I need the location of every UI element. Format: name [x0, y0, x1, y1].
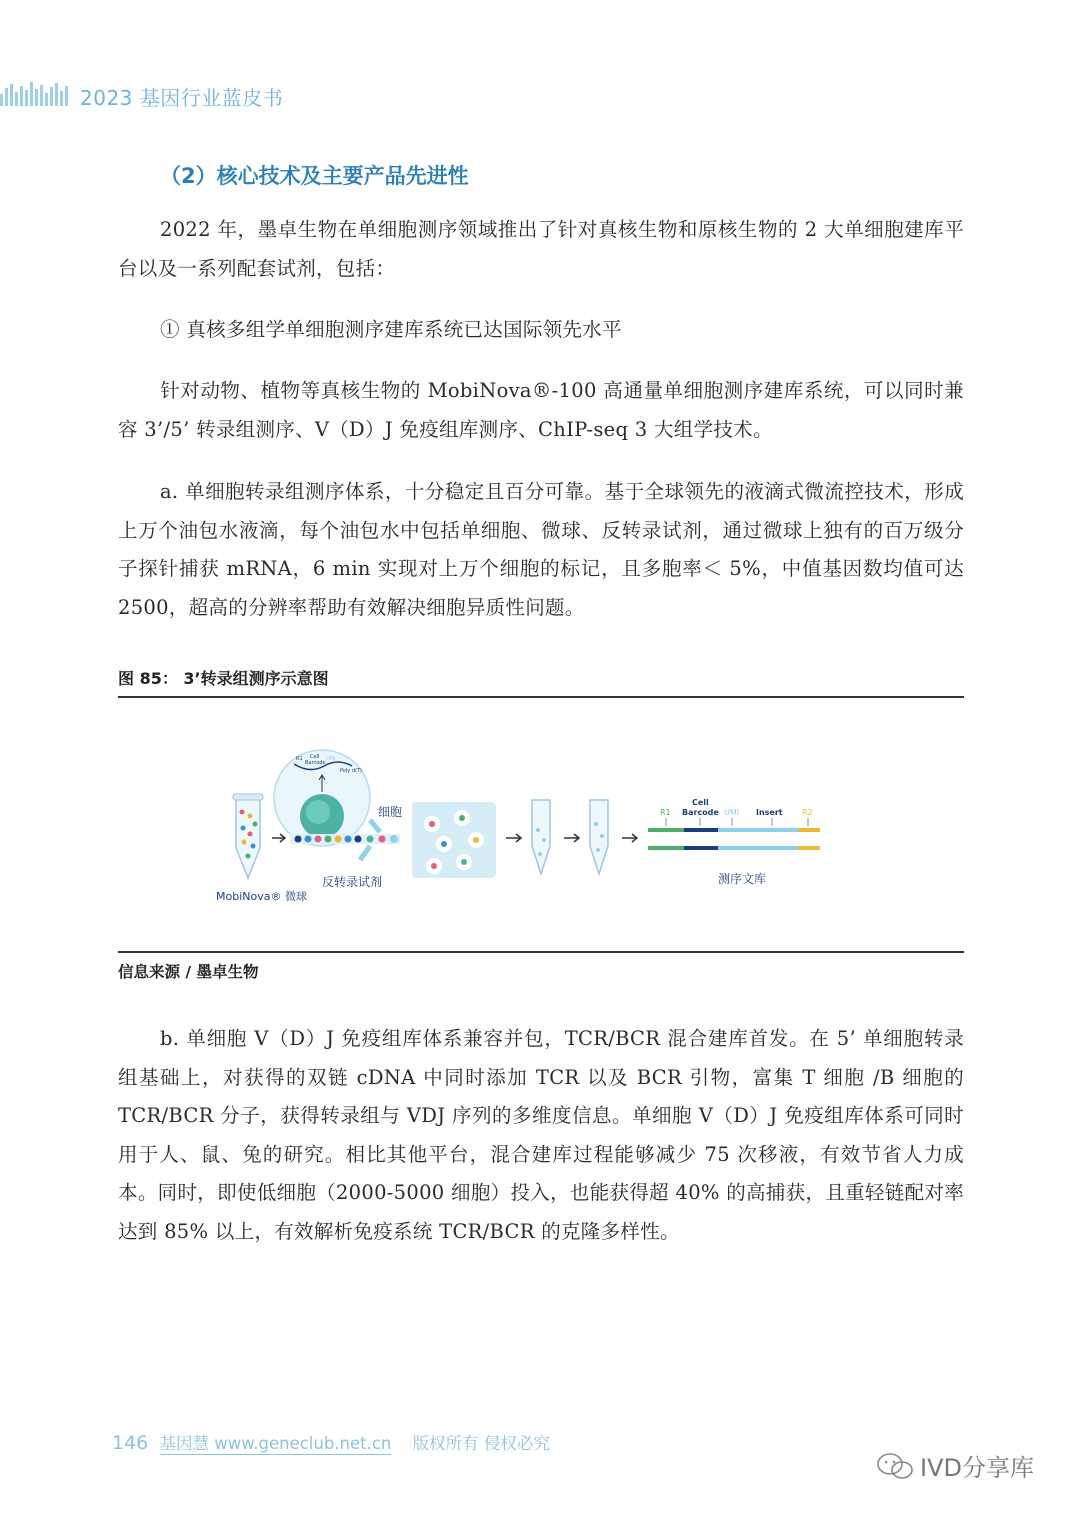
r2-label: R2 — [802, 808, 813, 817]
r1-label: R1 — [660, 808, 671, 817]
library-label: 测序文库 — [718, 872, 767, 886]
figure-top-rule — [118, 696, 964, 698]
tube-icon — [532, 800, 550, 874]
paragraph-transcriptome: a. 单细胞转录组测序体系，十分稳定且百分可靠。基于全球领先的液滴式微流控技术，形成上万个油包水液滴，每个油包水中包括单细胞、微球、反转录试剂，通过微球上独有的百万级分子探针捕获 mRNA，6 min 实现对上万个细胞的标记，且多胞率＜ 5%，中值基因数均值可达 2500，超高的分辨率帮助有效解决细胞异质性问题。 — [118, 480, 964, 619]
figure-label: 图 85： 3’转录组测序示意图 — [118, 669, 329, 688]
cell-barcode-label-1: Cell — [692, 798, 709, 807]
tube-icon — [590, 800, 608, 874]
cell-barcode-label-2: Barcode — [682, 808, 719, 817]
footer-rights: 版权所有 侵权必究 — [412, 1434, 550, 1453]
paragraph-heading-1: ① 真核多组学单细胞测序建库系统已达国际领先水平 — [160, 318, 622, 341]
umi-label: UMI — [724, 808, 740, 817]
wechat-icon — [876, 1452, 916, 1482]
figure-source: 信息来源 / 墨卓生物 — [118, 963, 259, 981]
cell-label: 细胞 — [378, 805, 403, 819]
barcode-small-label: Barcode — [305, 760, 326, 766]
insert-label: Insert — [756, 808, 783, 817]
figure-diagram — [200, 720, 840, 920]
polyt-small-label: Poly d(T) — [340, 768, 362, 774]
magnified-droplet — [274, 750, 370, 846]
figure-bottom-rule — [118, 951, 964, 953]
header-title: 2023 基因行业蓝皮书 — [80, 86, 284, 110]
footer-site: 基因慧 www.geneclub.net.cn — [159, 1434, 392, 1453]
section-title: （2）核心技术及主要产品先进性 — [160, 164, 469, 188]
paragraph-mobinova: 针对动物、植物等真核生物的 MobiNova®-100 高通量单细胞测序建库系统，可以同时兼容 3’/5’ 转录组测序、V（D）J 免疫组库测序、ChIP-seq 3 大组学技术。 — [118, 379, 964, 441]
r1-small-label: R1 — [296, 756, 303, 762]
tube-icon — [233, 794, 263, 878]
rt-reagent-label: 反转录试剂 — [322, 875, 383, 889]
umi-small-label: UMI — [326, 756, 336, 762]
cell-small-label: Cell — [310, 754, 320, 760]
beads-label: MobiNova® 微球 — [216, 890, 307, 903]
sequencing-library — [648, 818, 820, 850]
footer — [112, 1430, 550, 1454]
watermark-text: IVD分享库 — [920, 1454, 1034, 1482]
page-number: 146 — [112, 1432, 149, 1454]
paragraph-intro: 2022 年，墨卓生物在单细胞测序领域推出了针对真核生物和原核生物的 2 大单细胞建库平台以及一系列配套试剂，包括： — [118, 218, 964, 280]
header-decoration-bars — [0, 80, 70, 106]
paragraph-vdj: b. 单细胞 V（D）J 免疫组库体系兼容并包，TCR/BCR 混合建库首发。在 5’ 单细胞转录组基础上，对获得的双链 cDNA 中同时添加 TCR 以及 BCR 引物，富集 T 细胞 /B 细胞的 TCR/BCR 分子，获得转录组与 VDJ 序列的多维度信息。单细胞 V（D）J 免疫组库体系可同时用于人、鼠、兔的研究。相比其他平台，混合建库过程能够减少 75 次移液，有效节省人力成本。同时，即使低细胞（2000-5000 细胞）投入，也能获得超 40% 的高捕获，且重轻链配对率达到 85% 以上，有效解析免疫系统 TCR/BCR 的克隆多样性。 — [118, 1027, 964, 1243]
droplet-chamber — [412, 802, 496, 878]
